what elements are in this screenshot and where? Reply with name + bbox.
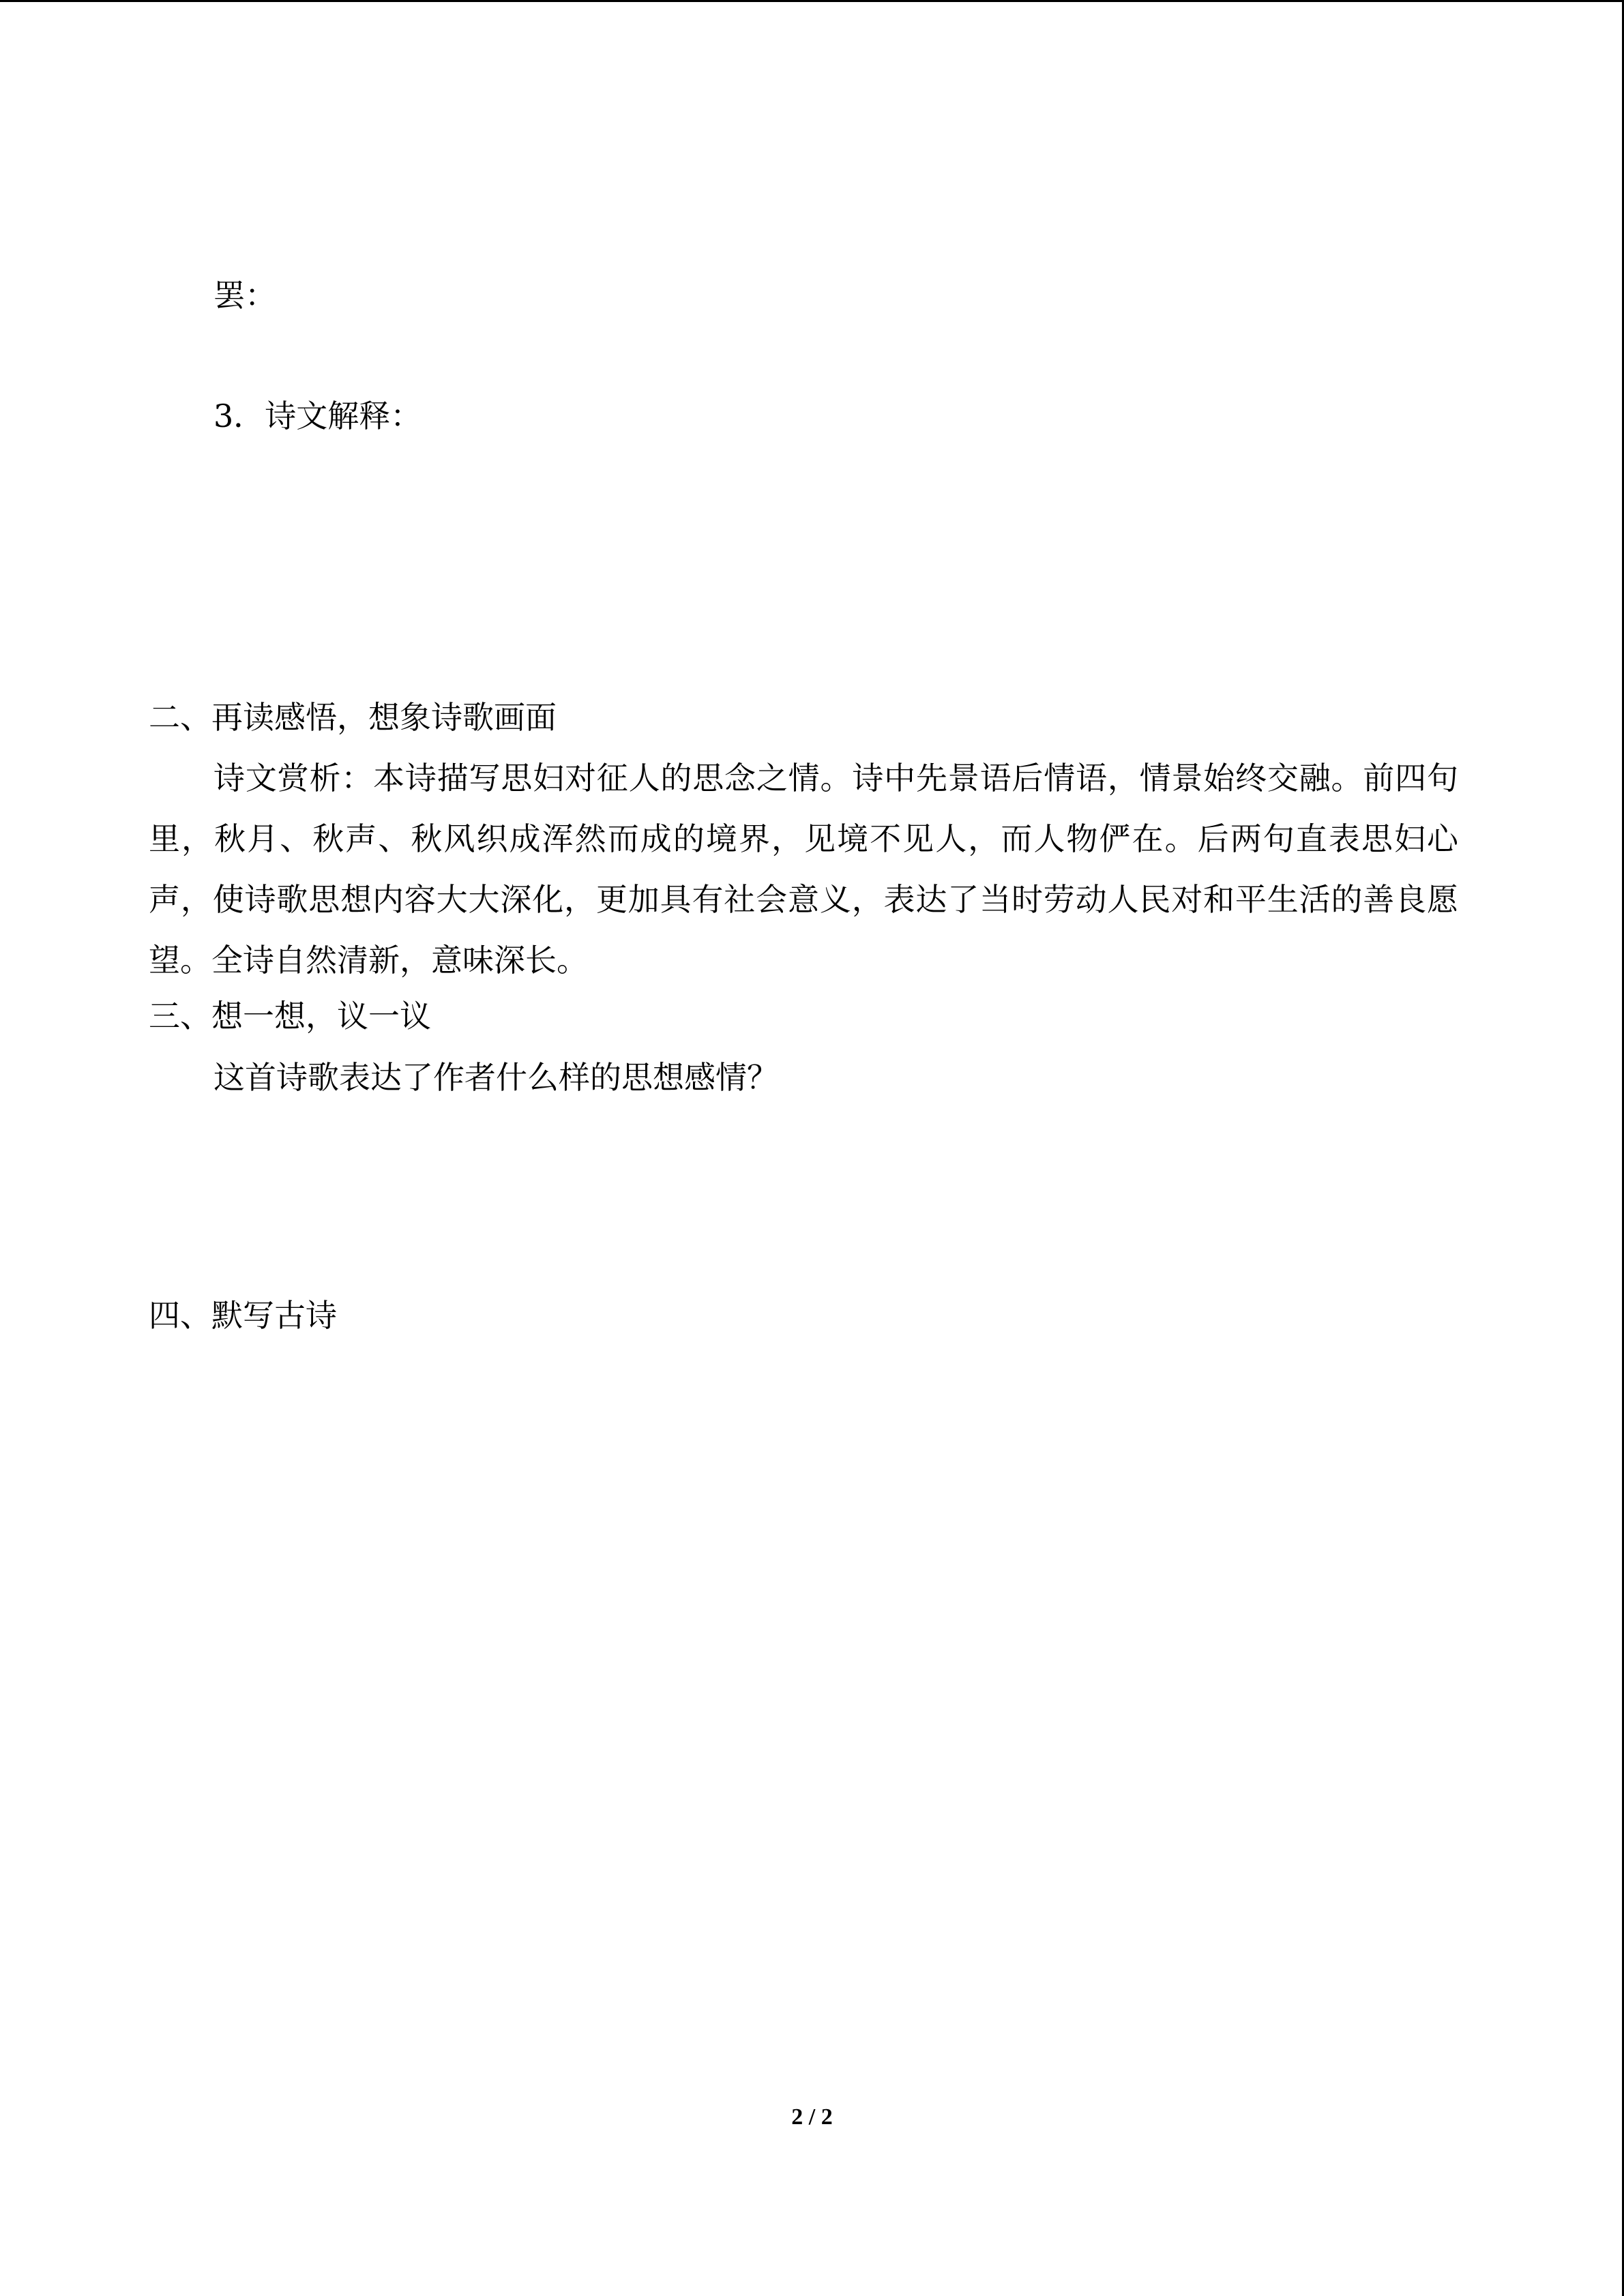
section-2-heading: 二、再读感悟，想象诗歌画面 — [149, 699, 557, 736]
item-3-explanation: 3．诗文解释： — [213, 398, 422, 434]
page-number: 2 / 2 — [791, 2104, 833, 2130]
section-3-question: 这首诗歌表达了作者什么样的思想感情？ — [213, 1059, 778, 1096]
ba-note-line: 罢： — [213, 277, 276, 314]
section-3-heading: 三、想一想，议一议 — [149, 998, 431, 1034]
section-2-paragraph: 诗文赏析：本诗描写思妇对征人的思念之情。诗中先景语后情语，情景始终交融。前四句里，秋月、秋声、秋风织成浑然而成的境界，见境不见人，而人物俨在。后两句直表思妇心声，使诗歌思想内容大大深化，更加具有社会意义，表达了当时劳动人民对和平生活的善良愿望。全诗自然清新，意味深长。 — [149, 760, 1458, 979]
section-4-heading: 四、默写古诗 — [149, 1297, 337, 1334]
